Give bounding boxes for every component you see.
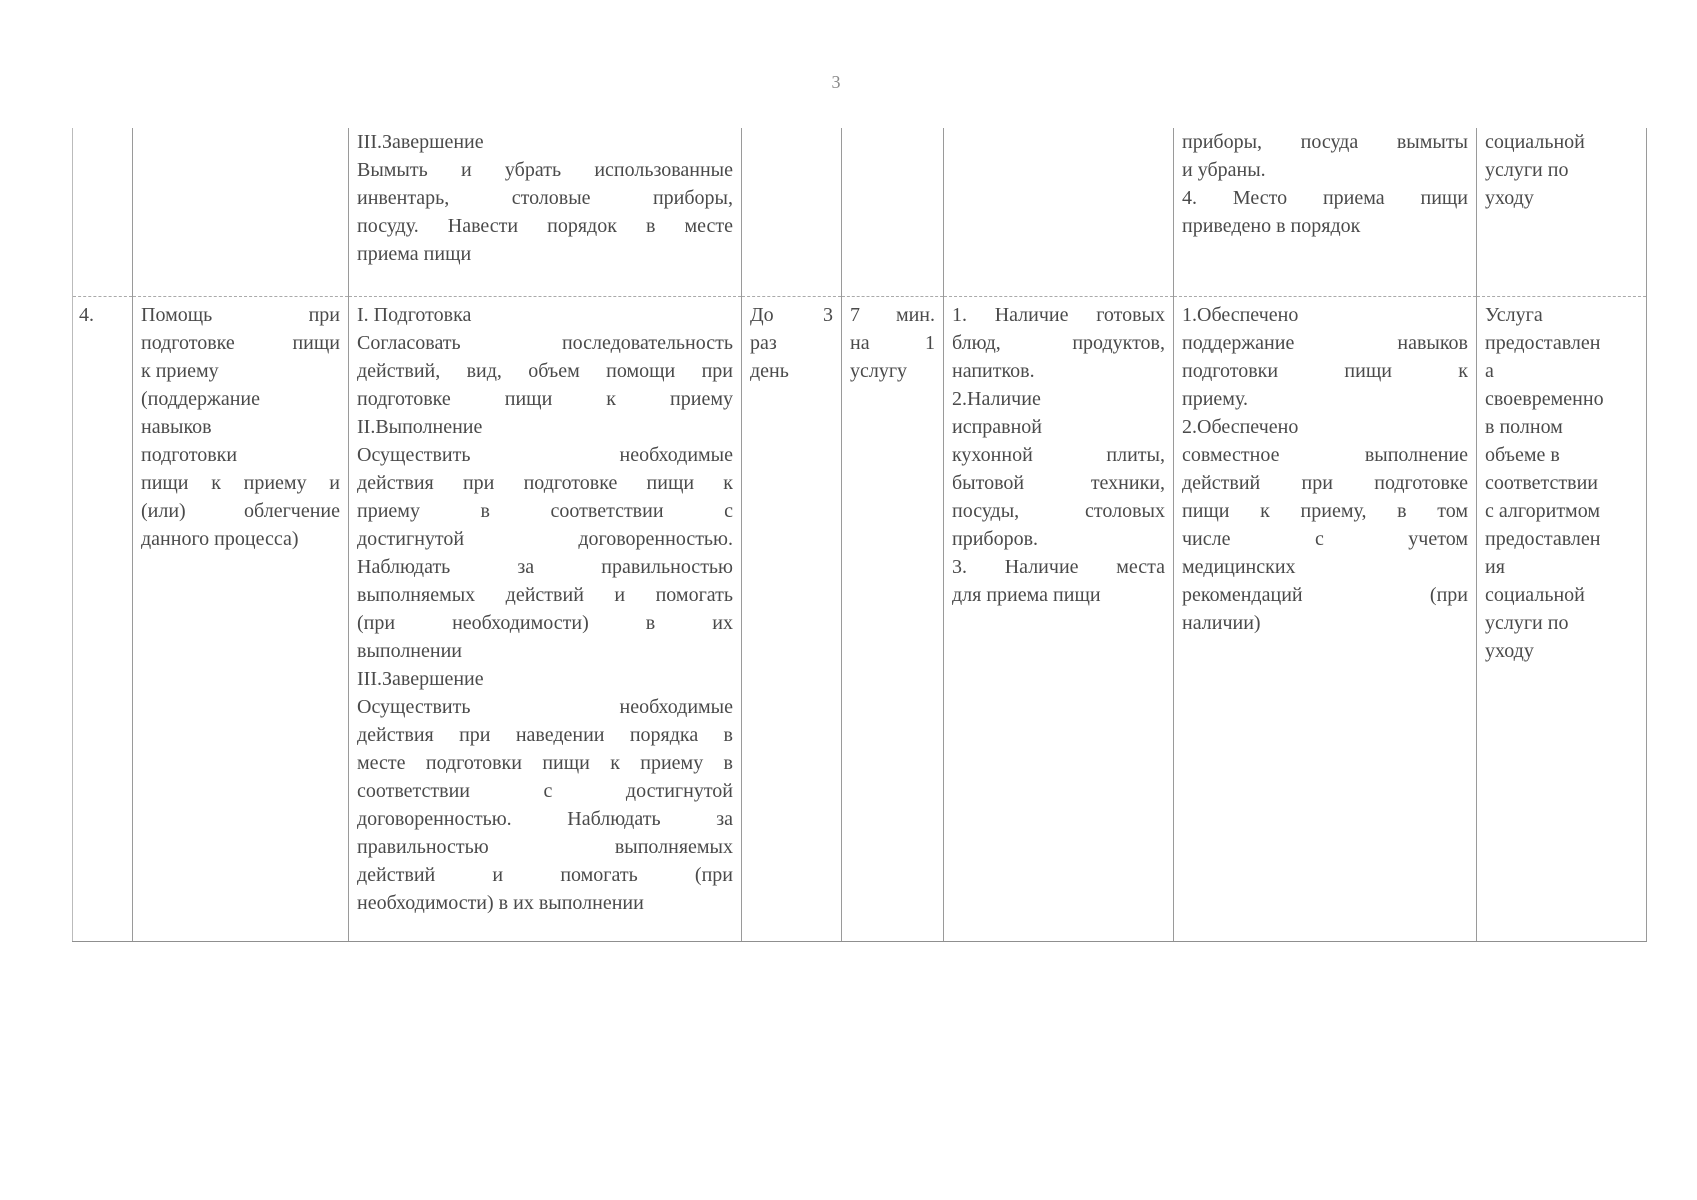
criteria-line: ия: [1485, 556, 1505, 578]
page-number: 3: [831, 72, 841, 92]
results-line: совместное выполнение: [1182, 444, 1468, 466]
services-table: [72, 128, 1647, 942]
cell-service: [133, 297, 349, 942]
criteria-line: услуги по: [1485, 612, 1569, 634]
time-line: на 1: [850, 332, 935, 354]
description-line: Согласовать последовательность: [357, 332, 733, 354]
criteria-line: социальной: [1485, 584, 1585, 606]
cell-service-cont: [133, 128, 349, 297]
conditions-line: бытовой техники,: [952, 472, 1165, 494]
cell-description-cont: [349, 128, 742, 297]
description-line: Осуществить необходимые: [357, 696, 733, 718]
description-line: действия при подготовке пищи к: [357, 472, 733, 494]
criteria-line: объеме в: [1485, 444, 1560, 466]
conditions-line: 1. Наличие готовых: [952, 304, 1165, 326]
description-line: действия при наведении порядка в: [357, 724, 733, 746]
description-line: инвентарь, столовые приборы,: [357, 187, 733, 209]
cell-conditions: [944, 297, 1174, 942]
description-line: приема пищи: [357, 243, 472, 265]
frequency-line: раз: [750, 332, 777, 354]
conditions-line: посуды, столовых: [952, 500, 1165, 522]
description-line: соответствии с достигнутой: [357, 780, 733, 802]
cell-number: [73, 297, 133, 942]
stage-title-completion: III.Завершение: [357, 131, 484, 153]
cell-time-cont: [842, 128, 944, 297]
results-line: наличии): [1182, 612, 1261, 634]
service-line: (поддержание: [141, 388, 260, 410]
cell-conditions-cont: [944, 128, 1174, 297]
description-line: действий, вид, объем помощи при: [357, 360, 733, 382]
description-line: Вымыть и убрать использованные: [357, 159, 733, 181]
results-line: поддержание навыков: [1182, 332, 1468, 354]
description-line: подготовке пищи к приему: [357, 388, 733, 410]
results-line: 1.Обеспечено: [1182, 304, 1299, 326]
frequency-line: день: [750, 360, 789, 382]
results-line: и убраны.: [1182, 159, 1266, 181]
results-line: 2.Обеспечено: [1182, 416, 1299, 438]
frequency-line: До 3: [750, 304, 833, 326]
conditions-line: блюд, продуктов,: [952, 332, 1165, 354]
service-line: навыков: [141, 416, 212, 438]
cell-number-cont: [73, 128, 133, 297]
description-line: выполнении: [357, 640, 462, 662]
criteria-line: своевременно: [1485, 388, 1604, 410]
cell-results-cont: [1174, 128, 1477, 297]
time-line: услугу: [850, 360, 908, 382]
service-line: пищи к приему и: [141, 472, 340, 494]
time-line: 7 мин.: [850, 304, 935, 326]
table-row-continued: [73, 128, 1647, 297]
criteria-line: социальной: [1485, 131, 1585, 153]
criteria-line: уходу: [1485, 187, 1534, 209]
criteria-line: соответствии: [1485, 472, 1599, 494]
description-line: правильностью выполняемых: [357, 836, 733, 858]
service-line: подготовки: [141, 444, 238, 466]
cell-criteria: [1477, 297, 1647, 942]
description-line: приему в соответствии с: [357, 500, 733, 522]
description-line: (при необходимости) в их: [357, 612, 733, 634]
description-line: необходимости) в их выполнении: [357, 892, 644, 914]
results-line: действий при подготовке: [1182, 472, 1468, 494]
service-line: данного процесса): [141, 528, 299, 550]
criteria-line: предоставлен: [1485, 528, 1601, 550]
criteria-line: Услуга: [1485, 304, 1543, 326]
conditions-line: 3. Наличие места: [952, 556, 1165, 578]
criteria-line: с алгоритмом: [1485, 500, 1600, 522]
description-line: достигнутой договоренностью.: [357, 528, 733, 550]
results-line: приборы, посуда вымыты: [1182, 131, 1468, 153]
conditions-line: исправной: [952, 416, 1043, 438]
conditions-line: напитков.: [952, 360, 1035, 382]
results-line: приему.: [1182, 388, 1248, 410]
cell-results: [1174, 297, 1477, 942]
service-line: Помощь при: [141, 304, 340, 326]
results-line: подготовки пищи к: [1182, 360, 1468, 382]
description-line: месте подготовки пищи к приему в: [357, 752, 733, 774]
results-line: числе с учетом: [1182, 528, 1468, 550]
results-line: медицинских: [1182, 556, 1296, 578]
results-line: пищи к приему, в том: [1182, 500, 1468, 522]
conditions-line: для приема пищи: [952, 584, 1101, 606]
row-number: 4.: [79, 304, 94, 326]
cell-criteria-cont: [1477, 128, 1647, 297]
description-line: выполняемых действий и помогать: [357, 584, 733, 606]
results-line: приведено в порядок: [1182, 215, 1361, 237]
service-line: подготовке пищи: [141, 332, 340, 354]
description-line: действий и помогать (при: [357, 864, 733, 886]
criteria-line: уходу: [1485, 640, 1534, 662]
description-line: Осуществить необходимые: [357, 444, 733, 466]
service-line: (или) облегчение: [141, 500, 340, 522]
results-line: рекомендаций (при: [1182, 584, 1468, 606]
conditions-line: 2.Наличие: [952, 388, 1041, 410]
service-standards-table: [72, 128, 1646, 942]
criteria-line: услуги по: [1485, 159, 1569, 181]
table-row-4: [73, 297, 1647, 942]
conditions-line: кухонной плиты,: [952, 444, 1165, 466]
results-line: 4. Место приема пищи: [1182, 187, 1468, 209]
description-line: посуду. Навести порядок в месте: [357, 215, 733, 237]
stage-title-completion: III.Завершение: [357, 668, 484, 690]
criteria-line: предоставлен: [1485, 332, 1601, 354]
description-line: Наблюдать за правильностью: [357, 556, 733, 578]
description-line: договоренностью. Наблюдать за: [357, 808, 733, 830]
service-line: к приему: [141, 360, 219, 382]
cell-description: [349, 297, 742, 942]
cell-frequency: [742, 297, 842, 942]
cell-frequency-cont: [742, 128, 842, 297]
conditions-line: приборов.: [952, 528, 1039, 550]
stage-title-execution: II.Выполнение: [357, 416, 483, 438]
stage-title-preparation: I. Подготовка: [357, 304, 472, 326]
cell-time: [842, 297, 944, 942]
criteria-line: в полном: [1485, 416, 1563, 438]
criteria-line: а: [1485, 360, 1494, 382]
